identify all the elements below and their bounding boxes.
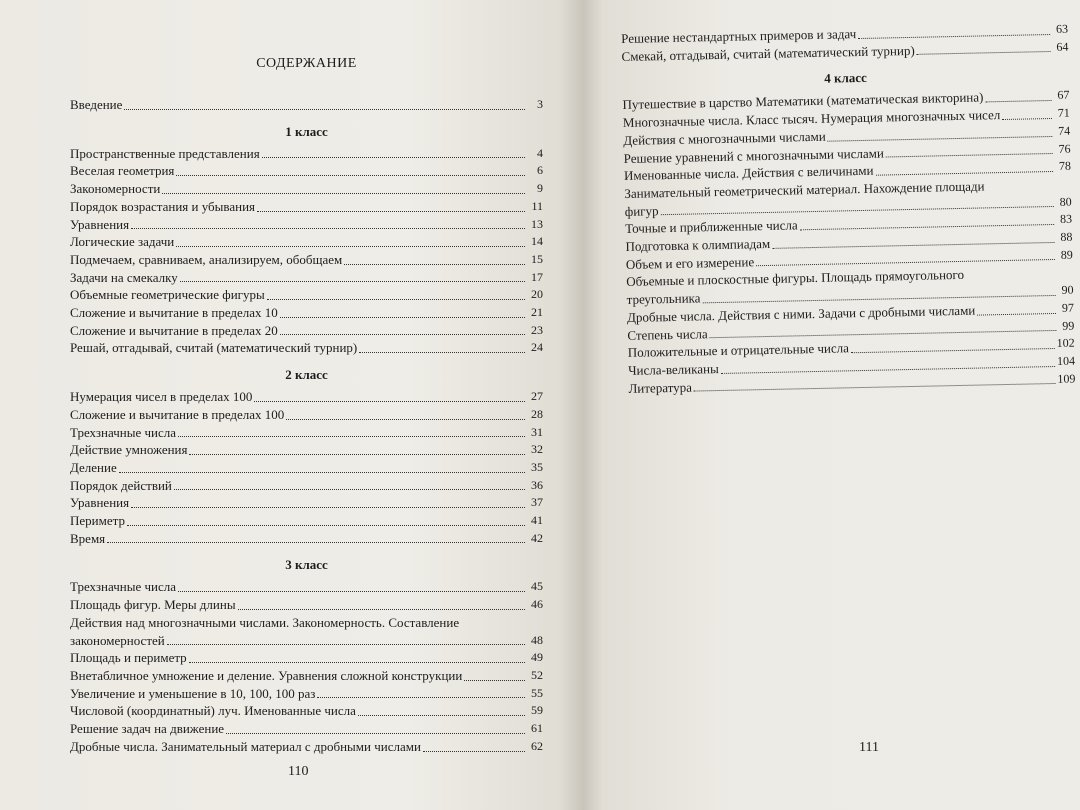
toc-entry-page: 41 (531, 513, 543, 528)
dot-leader (280, 334, 525, 335)
dot-leader (851, 348, 1055, 353)
toc-entry-page: 48 (531, 632, 543, 647)
toc-entry-page: 49 (531, 650, 543, 665)
toc-entry (70, 286, 543, 304)
toc-entry-label: Периметр (70, 513, 125, 529)
toc-entry-page: 14 (531, 234, 543, 249)
toc-entry-page: 76 (1058, 141, 1071, 156)
toc-entry-label: Площадь фигур. Меры длины (70, 597, 236, 613)
toc-entry-page: 27 (531, 389, 543, 404)
toc-entry (70, 512, 543, 530)
toc-entry-page: 3 (537, 97, 543, 111)
toc-entry-label: Подготовка к олимпиадам (625, 235, 771, 254)
toc-entry-page: 64 (1056, 39, 1069, 54)
toc-entry-page: 83 (1059, 211, 1073, 227)
dot-leader (127, 525, 525, 526)
dot-leader (985, 100, 1051, 102)
toc-entry (70, 96, 543, 114)
toc-entry-label: Сложение и вычитание в пределах 10 (70, 305, 278, 321)
toc-entry (70, 251, 543, 269)
toc-entry-page: 31 (531, 424, 543, 439)
toc-entry-label: Решение нестандартных примеров и задач (621, 26, 857, 46)
dot-leader (977, 312, 1056, 315)
dot-leader (286, 419, 525, 420)
toc-entry (70, 180, 543, 198)
toc-entry-page: 90 (1061, 282, 1074, 297)
toc-entry-label: Логические задачи (70, 234, 175, 250)
dot-leader (267, 299, 525, 300)
dot-leader (280, 317, 525, 318)
dot-leader (178, 436, 525, 437)
toc-entry-page: 89 (1060, 247, 1073, 262)
toc-entry-label: Действия над многозначными числами. Закономерность. Составление (70, 614, 460, 630)
toc-entry-page: 11 (531, 198, 543, 213)
dot-leader (358, 715, 525, 716)
toc-entry-label: Уравнения (70, 495, 130, 511)
toc-entry-page: 32 (531, 442, 543, 457)
toc-entry-label: Порядок действий (70, 477, 172, 493)
toc-entry (70, 162, 543, 180)
toc-entry-label: Пространственные представления (70, 145, 260, 161)
toc-entry-page: 74 (1058, 123, 1071, 138)
toc-entry-label: Дробные числа. Действия с ними. Задачи с дробными числами (626, 302, 976, 325)
right-page (583, 0, 1080, 810)
toc-title: СОДЕРЖАНИЕ (256, 56, 357, 71)
toc-entry (70, 667, 543, 685)
toc-entry-page: 55 (531, 685, 543, 700)
toc-entry (70, 720, 543, 738)
toc-entry-page: 78 (1058, 158, 1072, 174)
toc-entry-label: Именованные числа. Действия с величинами (623, 162, 874, 184)
toc-entry-page: 9 (537, 181, 543, 196)
toc-entry-page: 97 (1061, 300, 1075, 315)
toc-entry-page: 13 (531, 216, 543, 231)
dot-leader (162, 193, 525, 194)
toc-entry-label: Веселая геометрия (70, 163, 175, 179)
dot-leader (176, 246, 525, 247)
toc-entry-label: Уравнения (70, 216, 130, 232)
toc-entry-label: Внетабличное умножение и деление. Уравнения сложной конструкции (70, 667, 463, 683)
toc-entry-page: 35 (531, 459, 543, 474)
toc-entry-label: Закономерности (70, 181, 161, 197)
toc-entry-page: 61 (531, 721, 543, 736)
dot-leader (464, 680, 525, 681)
dot-leader (178, 591, 525, 592)
toc-entry-label: Литература (628, 379, 693, 396)
toc-entry-page: 67 (1057, 88, 1070, 103)
toc-entry-label: Трехзначные числа (70, 424, 176, 440)
toc-entry-label-continued: треугольника (626, 290, 701, 308)
grade-heading: 4 класс (824, 70, 867, 87)
toc-entry-label: Подмечаем, сравниваем, анализируем, обобщаем (70, 251, 343, 267)
toc-entry (70, 530, 543, 548)
toc-entry-label: Трехзначные числа (70, 579, 176, 595)
dot-leader (694, 383, 1055, 392)
toc-entry-label: Объемные и плоскостные фигуры. Площадь прямоугольного (626, 267, 965, 290)
toc-entry (70, 406, 543, 424)
toc-entry-label: Числа-великаны (627, 360, 719, 378)
toc-entry-page: 6 (537, 163, 543, 178)
dot-leader (317, 697, 525, 698)
toc-entry-label: Занимательный геометрический материал. Нахождение площади (624, 178, 985, 201)
toc-entry-page: 45 (531, 579, 543, 594)
toc-entry-page: 15 (531, 251, 543, 266)
dot-leader (238, 609, 525, 610)
toc-entry (70, 339, 543, 357)
dot-leader (124, 109, 525, 110)
toc-entry (70, 596, 543, 614)
toc-entry (70, 216, 543, 234)
toc-entry (70, 578, 543, 596)
toc-entry-label: Увеличение и уменьшение в 10, 100, 100 раз (70, 685, 316, 701)
toc-entry-label: Объемные геометрические фигуры (70, 287, 265, 303)
toc-entry (70, 614, 543, 649)
toc-entry-page: 99 (1062, 318, 1075, 333)
dot-leader (344, 264, 525, 265)
toc-entry-page: 21 (531, 305, 543, 320)
toc-entry (70, 322, 543, 340)
toc-entry-label: Решение задач на движение (70, 721, 225, 737)
dot-leader (189, 454, 525, 455)
dot-leader (131, 507, 525, 508)
toc-entry (70, 269, 543, 287)
toc-entry-page: 4 (537, 145, 543, 160)
dot-leader (131, 228, 525, 229)
dot-leader (119, 472, 525, 473)
dot-leader (1002, 118, 1052, 120)
toc-entry-label: Введение (70, 97, 123, 112)
toc-entry-page: 42 (531, 530, 543, 545)
toc-entry (70, 145, 543, 163)
toc-entry-page: 46 (531, 597, 543, 612)
right-page-number: 111 (859, 740, 879, 755)
toc-entry-label: Точные и приближенные числа (625, 217, 798, 237)
grade-heading: 3 класс (285, 557, 328, 573)
toc-entry (70, 304, 543, 322)
toc-entry-page: 36 (531, 477, 543, 492)
toc-entry-label: Нумерация чисел в пределах 100 (70, 389, 253, 405)
dot-leader (226, 733, 525, 734)
toc-entry-label: Время (70, 530, 106, 546)
toc-entry-label: Деление (70, 459, 117, 475)
toc-entry-page: 62 (531, 738, 543, 753)
grade-heading: 1 класс (285, 123, 328, 139)
left-toc (70, 96, 543, 756)
toc-entry-label-continued: закономерностей (70, 632, 165, 648)
toc-entry-page: 24 (531, 340, 543, 355)
toc-entry-label: Путешествие в царство Математики (математическая викторина) (622, 89, 984, 113)
toc-entry-label: Числовой (координатный) луч. Именованные числа (70, 703, 356, 719)
toc-entry-label: Степень числа (627, 325, 708, 343)
toc-entry-label: Смекай, отгадывай, считай (математический турнир) (621, 42, 915, 64)
toc-entry-label: Сложение и вычитание в пределах 100 (70, 406, 285, 422)
toc-entry-page: 102 (1056, 335, 1075, 351)
dot-leader (254, 401, 525, 402)
toc-entry-label-continued: фигур (624, 202, 659, 219)
toc-entry-label: Порядок возрастания и убывания (70, 198, 256, 214)
dot-leader (423, 751, 525, 752)
dot-leader (180, 281, 525, 282)
dot-leader (176, 175, 525, 176)
grade-heading: 2 класс (285, 367, 328, 383)
dot-leader (189, 662, 525, 663)
toc-entry-label: Решай, отгадывай, считай (математический турнир) (70, 340, 358, 356)
dot-leader (359, 352, 525, 353)
toc-entry-label: Задачи на смекалку (70, 269, 178, 285)
dot-leader (262, 157, 525, 158)
toc-entry-label: Действия с многозначными числами (623, 128, 826, 148)
toc-entry-page: 28 (531, 406, 543, 421)
toc-entry (70, 198, 543, 216)
toc-entry-page: 37 (531, 495, 543, 510)
dot-leader (174, 489, 525, 490)
toc-entry-page: 23 (531, 322, 543, 337)
dot-leader (257, 211, 525, 212)
toc-entry-label: Сложение и вычитание в пределах 20 (70, 322, 278, 338)
toc-entry (70, 649, 543, 667)
toc-entry-page: 63 (1055, 21, 1069, 36)
toc-entry (70, 424, 543, 442)
toc-entry-label: Решение уравнений с многозначными числами (623, 145, 885, 166)
toc-entry-page: 104 (1056, 353, 1076, 368)
dot-leader (876, 171, 1053, 176)
dot-leader (858, 34, 1050, 39)
dot-leader (917, 51, 1051, 55)
toc-entry-page: 17 (531, 269, 543, 284)
toc-entry-page: 52 (531, 667, 543, 682)
toc-entry-label: Положительные и отрицательные числа (627, 340, 850, 361)
toc-entry-label: Объем и его измерение (625, 253, 755, 272)
toc-entry (70, 388, 543, 406)
toc-entry-page: 80 (1059, 194, 1072, 209)
toc-entry-label: Дробные числа. Занимательный материал с дробными числами (70, 738, 421, 754)
toc-entry-page: 20 (531, 287, 543, 302)
toc-entry (70, 702, 543, 720)
dot-leader (107, 542, 525, 543)
toc-entry-label: Действие умножения (70, 442, 188, 458)
toc-entry-page: 71 (1057, 105, 1070, 120)
toc-entry (70, 685, 543, 703)
toc-entry-label: Площадь и периметр (70, 650, 187, 666)
dot-leader (886, 153, 1053, 157)
left-page-number: 110 (288, 764, 309, 779)
dot-leader (167, 644, 525, 645)
toc-entry-page: 59 (531, 703, 543, 718)
toc-entry-page: 88 (1060, 229, 1073, 244)
toc-entry (70, 477, 543, 495)
toc-entry (70, 459, 543, 477)
toc-entry (70, 494, 543, 512)
toc-entry (70, 441, 543, 459)
toc-entry (70, 233, 543, 251)
right-toc (621, 21, 1076, 398)
toc-entry-page: 109 (1057, 371, 1076, 386)
toc-entry-label: Многозначные числа. Класс тысяч. Нумерация многозначных чисел (622, 107, 1001, 131)
toc-entry (70, 738, 543, 756)
